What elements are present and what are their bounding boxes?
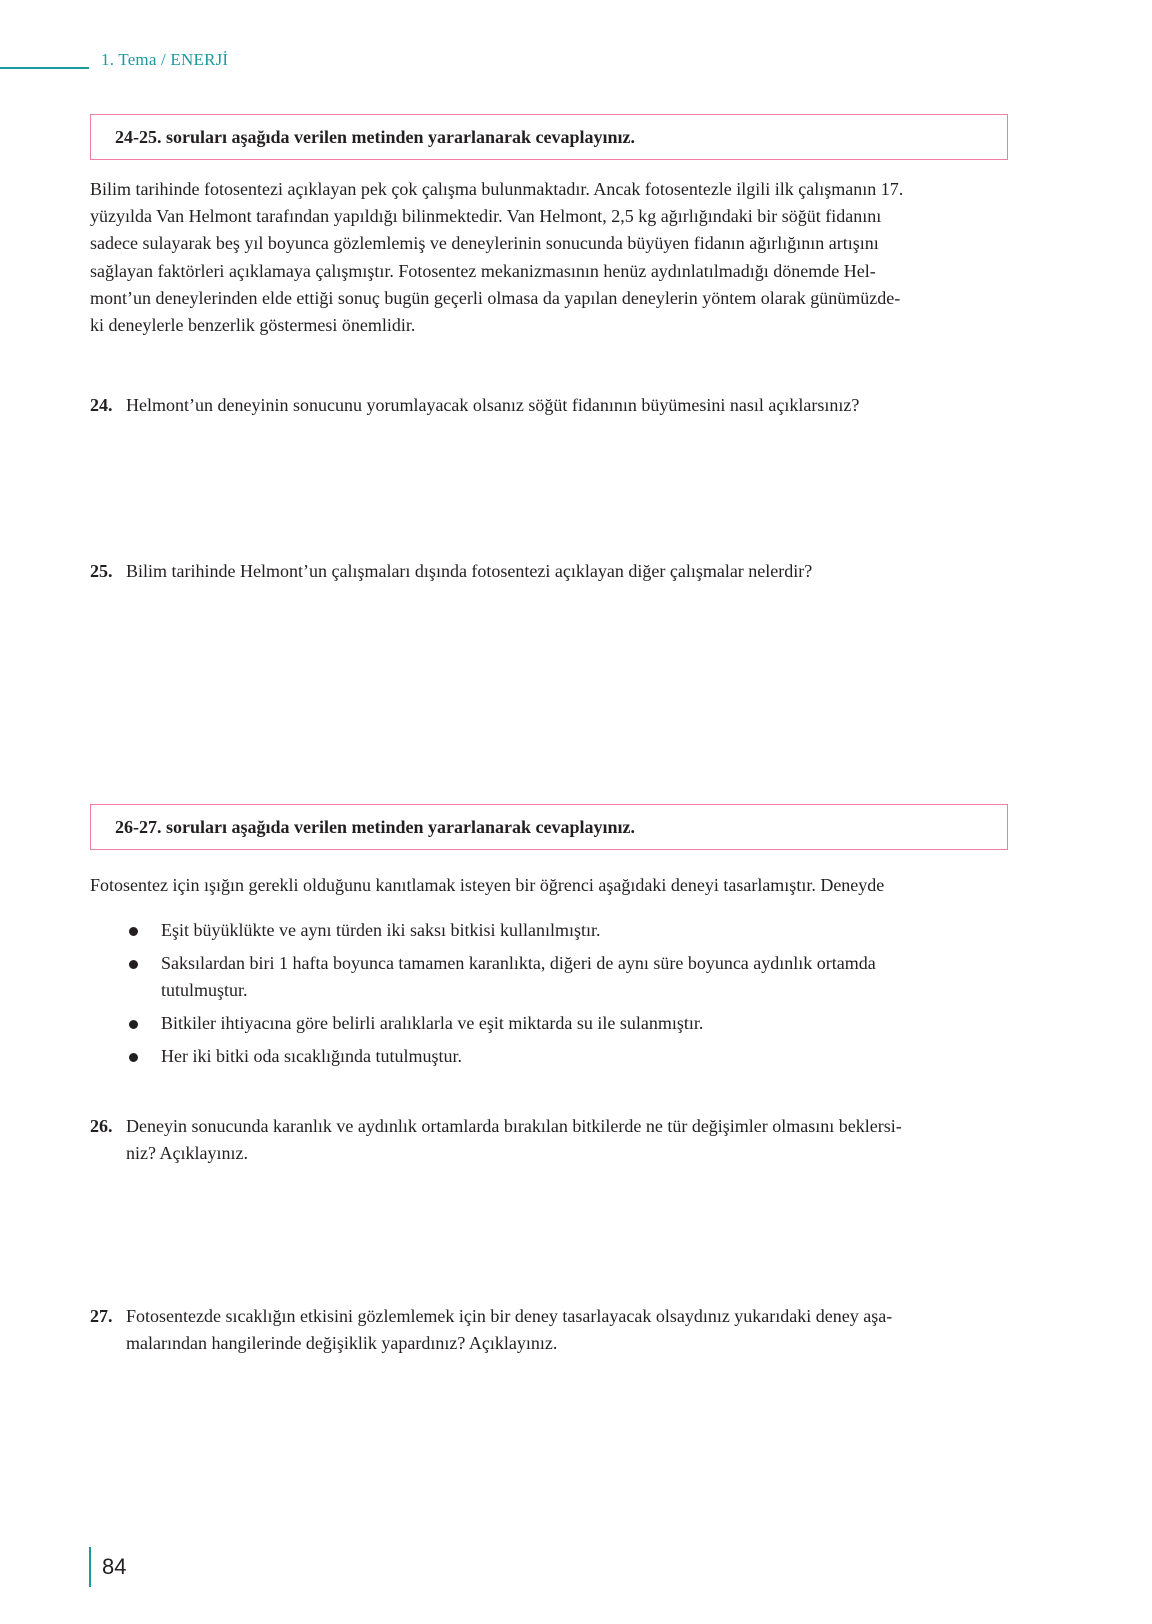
- list-item-line: Bitkiler ihtiyacına göre belirli aralıklarla ve eşit miktarda su ile sulanmıştır.: [161, 1013, 704, 1033]
- question-text: Deneyin sonucunda karanlık ve aydınlık ortamlarda bırakılan bitkilerde ne tür değişimler olmasını beklersi-: [126, 1116, 902, 1136]
- question-24: [90, 392, 1030, 419]
- list-item: [124, 950, 1004, 1004]
- question-25: [90, 558, 1030, 585]
- experiment-steps: [124, 917, 1004, 1076]
- question-26: [90, 1113, 1030, 1167]
- bullet-icon: [129, 927, 138, 936]
- passage-line: Bilim tarihinde fotosentezi açıklayan pek çok çalışma bulunmaktadır. Ancak fotosentezle ilgili ilk çalışmanın 17.: [90, 179, 904, 199]
- list-item: [124, 917, 1004, 944]
- instruction-box-26-27: [90, 804, 1008, 850]
- bullet-icon: [129, 1053, 138, 1062]
- instruction-text-24-25: 24-25. soruları aşağıda verilen metinden yararlanarak cevaplayınız.: [115, 127, 635, 147]
- list-item: [124, 1043, 1004, 1070]
- list-item: [124, 1010, 1004, 1037]
- header-rule: [0, 67, 89, 69]
- passage-line: sağlayan faktörleri açıklamaya çalışmıştır. Fotosentez mekanizmasının henüz aydınlatılmadığı dönemde Hel-: [90, 260, 876, 281]
- question-number: 25.: [90, 561, 113, 581]
- question-text: Helmont’un deneyinin sonucunu yorumlayacak olsanız söğüt fidanının büyümesini nasıl açıklarsınız?: [126, 395, 860, 415]
- passage-line: mont’un deneylerinden elde ettiği sonuç bugün geçerli olmasa da yapılan deneylerin yöntem olarak günümüzde-: [90, 287, 901, 308]
- list-item-line: Eşit büyüklükte ve aynı türden iki saksı bitkisi kullanılmıştır.: [161, 920, 601, 940]
- instruction-box-24-25: [90, 114, 1008, 160]
- question-27: [90, 1303, 1030, 1357]
- question-text: Fotosentezde sıcaklığın etkisini gözlemlemek için bir deney tasarlayacak olsaydınız yukarıdaki deney aşa-: [126, 1306, 893, 1326]
- header-title: 1. Tema / ENERJİ: [101, 50, 229, 69]
- question-text: malarından hangilerinde değişiklik yapardınız? Açıklayınız.: [126, 1333, 558, 1354]
- footer-rule: [89, 1547, 91, 1587]
- experiment-intro: Fotosentez için ışığın gerekli olduğunu kanıtlamak isteyen bir öğrenci aşağıdaki deneyi tasarlamıştır. Deneyde: [90, 875, 885, 895]
- list-item-line: Her iki bitki oda sıcaklığında tutulmuştur.: [161, 1046, 462, 1066]
- list-item-line: tutulmuştur.: [161, 980, 248, 1000]
- bullet-icon: [129, 1020, 138, 1029]
- passage-helmont: [90, 176, 1020, 339]
- question-number: 24.: [90, 395, 113, 415]
- passage-line: ki deneylerle benzerlik göstermesi önemlidir.: [90, 315, 416, 336]
- list-item-line: Saksılardan biri 1 hafta boyunca tamamen karanlıkta, diğeri de aynı süre boyunca aydınlık ortamda: [161, 953, 876, 973]
- passage-line: sadece sulayarak beş yıl boyunca gözlemlemiş ve deneylerinin sonucunda büyüyen fidanın ağırlığının artışını: [90, 233, 879, 254]
- question-text: niz? Açıklayınız.: [126, 1143, 248, 1164]
- page-number: 84: [102, 1554, 127, 1579]
- passage-line: yüzyılda Van Helmont tarafından yapıldığı bilinmektedir. Van Helmont, 2,5 kg ağırlığındaki bir söğüt fidanını: [90, 206, 882, 227]
- question-text: Bilim tarihinde Helmont’un çalışmaları dışında fotosentezi açıklayan diğer çalışmalar nelerdir?: [126, 561, 813, 581]
- question-number: 27.: [90, 1306, 113, 1326]
- bullet-icon: [129, 960, 138, 969]
- question-number: 26.: [90, 1116, 113, 1136]
- instruction-text-26-27: 26-27. soruları aşağıda verilen metinden yararlanarak cevaplayınız.: [115, 817, 635, 837]
